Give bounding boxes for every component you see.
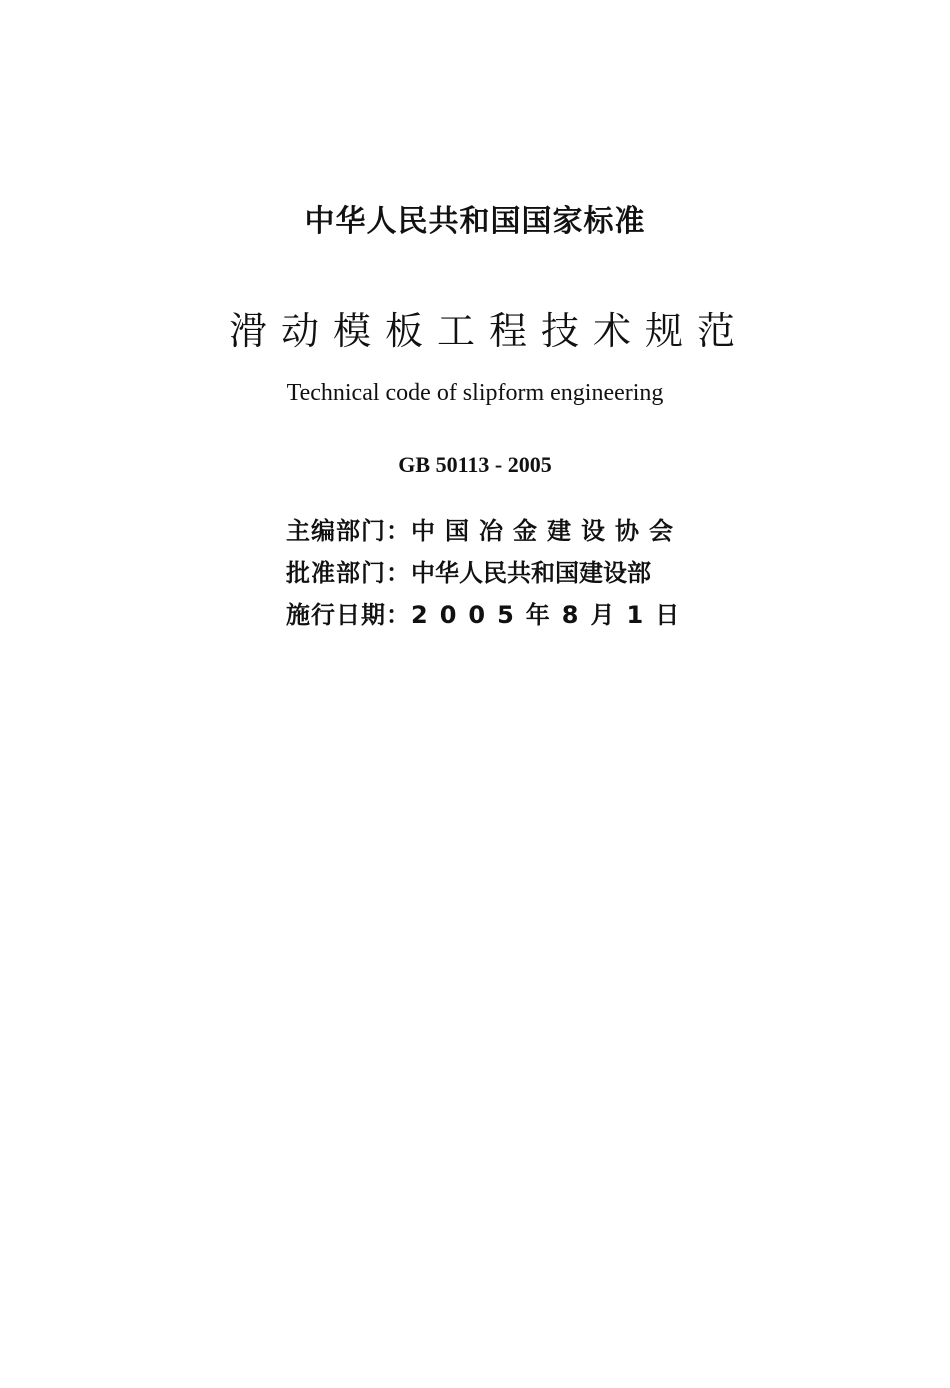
publication-info <box>286 515 691 641</box>
title-english: Technical code of slipform engineering <box>286 380 664 406</box>
chief-editor-row <box>286 515 691 557</box>
standard-series: 中华人民共和国国家标准 <box>304 204 646 239</box>
chief-editor-label: 主编部门： <box>286 517 411 545</box>
chief-editor-value: 中国冶金建设协会 <box>411 517 683 545</box>
approval-row <box>286 557 691 599</box>
approval-value: 中华人民共和国建设部 <box>411 559 651 587</box>
effective-date-value: 2005年8月1日 <box>411 601 692 629</box>
effective-date-label: 施行日期： <box>286 601 411 629</box>
title-chinese: 滑动模板工程技术规范 <box>228 309 749 353</box>
standard-code: GB 50113 - 2005 <box>398 452 552 477</box>
approval-label: 批准部门： <box>286 559 411 587</box>
effective-date-row <box>286 599 691 641</box>
